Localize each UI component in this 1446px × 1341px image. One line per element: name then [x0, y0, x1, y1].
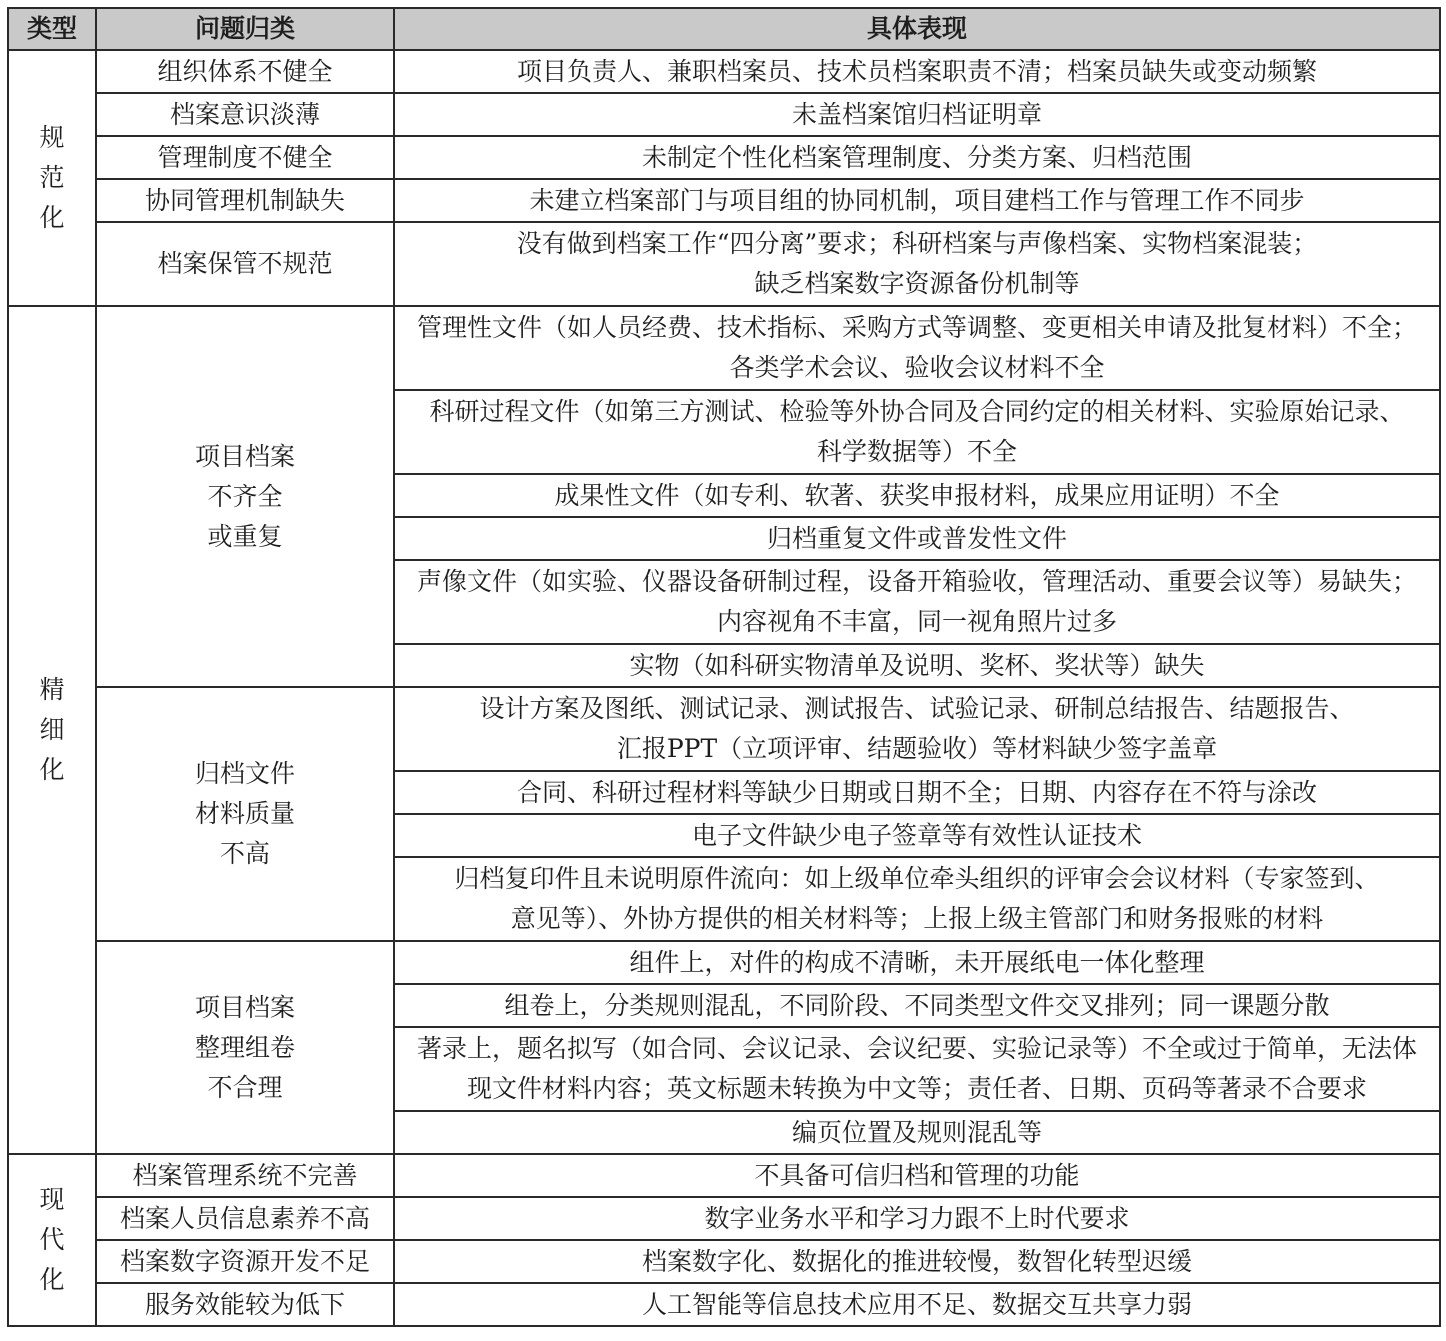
category-cell: 项目档案 不齐全 或重复 — [96, 306, 394, 687]
table-row — [8, 1197, 1440, 1240]
type-cell: 规 范 化 — [8, 50, 96, 306]
table-row — [8, 1240, 1440, 1283]
manifestation-cell: 归档复印件且未说明原件流向：如上级单位牵头组织的评审会会议材料（专家签到、 意见等）、外协方提供的相关材料等；上报上级主管部门和财务报账的材料 — [394, 857, 1440, 941]
manifestation-cell: 未建立档案部门与项目组的协同机制，项目建档工作与管理工作不同步 — [394, 179, 1440, 222]
table-row — [8, 136, 1440, 179]
table-row — [8, 1283, 1440, 1326]
category-cell: 档案人员信息素养不高 — [96, 1197, 394, 1240]
manifestation-cell: 归档重复文件或普发性文件 — [394, 517, 1440, 560]
manifestation-cell: 合同、科研过程材料等缺少日期或日期不全；日期、内容存在不符与涂改 — [394, 771, 1440, 814]
manifestation-cell: 组件上，对件的构成不清晰，未开展纸电一体化整理 — [394, 941, 1440, 984]
problem-classification-table — [7, 7, 1441, 1327]
header-manifestation: 具体表现 — [394, 8, 1440, 50]
manifestation-cell: 编页位置及规则混乱等 — [394, 1111, 1440, 1154]
table-row — [8, 687, 1440, 771]
table-row — [8, 941, 1440, 984]
manifestation-cell: 实物（如科研实物清单及说明、奖杯、奖状等）缺失 — [394, 644, 1440, 687]
header-type: 类型 — [8, 8, 96, 50]
header-category: 问题归类 — [96, 8, 394, 50]
manifestation-cell: 组卷上，分类规则混乱，不同阶段、不同类型文件交叉排列；同一课题分散 — [394, 984, 1440, 1027]
table-row — [8, 222, 1440, 306]
manifestation-cell: 电子文件缺少电子签章等有效性认证技术 — [394, 814, 1440, 857]
category-cell: 档案保管不规范 — [96, 222, 394, 306]
manifestation-cell: 设计方案及图纸、测试记录、测试报告、试验记录、研制总结报告、结题报告、 汇报PPT（立项评审、结题验收）等材料缺少签字盖章 — [394, 687, 1440, 771]
type-cell: 现 代 化 — [8, 1154, 96, 1326]
category-cell: 管理制度不健全 — [96, 136, 394, 179]
table-row — [8, 50, 1440, 93]
manifestation-cell: 著录上，题名拟写（如合同、会议记录、会议纪要、实验记录等）不全或过于简单，无法体 现文件材料内容；英文标题未转换为中文等；责任者、日期、页码等著录不合要求 — [394, 1027, 1440, 1111]
table-row — [8, 306, 1440, 390]
table-row — [8, 93, 1440, 136]
manifestation-cell: 档案数字化、数据化的推进较慢，数智化转型迟缓 — [394, 1240, 1440, 1283]
type-cell: 精 细 化 — [8, 306, 96, 1154]
table-row — [8, 1154, 1440, 1197]
manifestation-cell: 未制定个性化档案管理制度、分类方案、归档范围 — [394, 136, 1440, 179]
manifestation-cell: 人工智能等信息技术应用不足、数据交互共享力弱 — [394, 1283, 1440, 1326]
category-cell: 服务效能较为低下 — [96, 1283, 394, 1326]
manifestation-cell: 未盖档案馆归档证明章 — [394, 93, 1440, 136]
manifestation-cell: 声像文件（如实验、仪器设备研制过程，设备开箱验收，管理活动、重要会议等）易缺失； 内容视角不丰富，同一视角照片过多 — [394, 560, 1440, 644]
category-cell: 档案管理系统不完善 — [96, 1154, 394, 1197]
category-cell: 项目档案 整理组卷 不合理 — [96, 941, 394, 1154]
table-body — [8, 50, 1440, 1326]
manifestation-cell: 不具备可信归档和管理的功能 — [394, 1154, 1440, 1197]
category-cell: 档案意识淡薄 — [96, 93, 394, 136]
header-row — [8, 8, 1440, 50]
category-cell: 组织体系不健全 — [96, 50, 394, 93]
category-cell: 协同管理机制缺失 — [96, 179, 394, 222]
manifestation-cell: 项目负责人、兼职档案员、技术员档案职责不清；档案员缺失或变动频繁 — [394, 50, 1440, 93]
category-cell: 归档文件 材料质量 不高 — [96, 687, 394, 941]
category-cell: 档案数字资源开发不足 — [96, 1240, 394, 1283]
table-row — [8, 179, 1440, 222]
manifestation-cell: 没有做到档案工作“四分离”要求；科研档案与声像档案、实物档案混装； 缺乏档案数字资源备份机制等 — [394, 222, 1440, 306]
manifestation-cell: 数字业务水平和学习力跟不上时代要求 — [394, 1197, 1440, 1240]
manifestation-cell: 科研过程文件（如第三方测试、检验等外协合同及合同约定的相关材料、实验原始记录、 科学数据等）不全 — [394, 390, 1440, 474]
manifestation-cell: 管理性文件（如人员经费、技术指标、采购方式等调整、变更相关申请及批复材料）不全； 各类学术会议、验收会议材料不全 — [394, 306, 1440, 390]
manifestation-cell: 成果性文件（如专利、软著、获奖申报材料，成果应用证明）不全 — [394, 474, 1440, 517]
